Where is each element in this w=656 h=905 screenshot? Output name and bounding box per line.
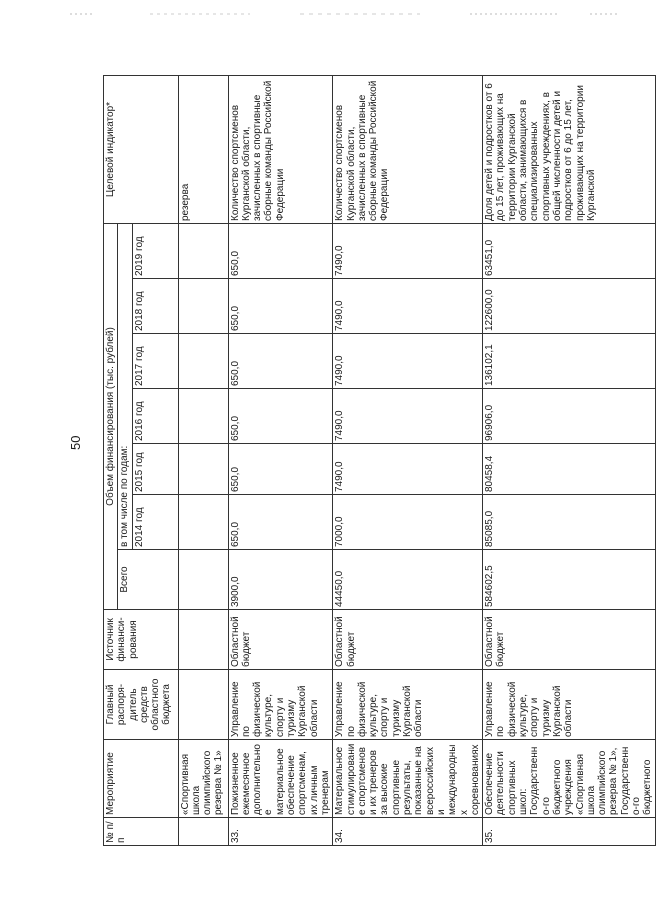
cell-indicator: Количество спортсменов Курганской области, зачисленных в спортивные сборные команды Российской Федерации [333,76,483,224]
cell-indicator: резерва [178,76,228,224]
cell-indicator: Количество спортсменов Курганской области, зачисленных в спортивные сборные команды Российской Федерации [228,76,333,224]
table-row [483,76,655,846]
cell-activity: Материальное стимулирование спортсменов и их тренеров за высокие спортивные результаты, показанные на всероссийских и международных соревнованиях [333,740,483,818]
rotated-table-wrapper [103,76,654,846]
cell-total: 3900,0 [228,550,333,610]
cell-total: 584602,5 [483,550,655,610]
cell-year: 85085,0 [483,495,655,550]
cell-year: 7490,0 [333,279,483,334]
cell-year: 650,0 [228,224,333,279]
cell-year: 650,0 [228,334,333,389]
header-source: Источник финанси-рования [104,610,179,670]
header-manager: Главный распоря-дитель средств областного бюджета [104,670,179,740]
cell-activity: «Спортивная школа олимпийского резерва № 1» [178,740,228,818]
cell-year: 7490,0 [333,444,483,495]
header-num: № п/п [104,818,179,846]
cell-activity: Пожизненное ежемесячное дополнительное материальное обеспечение спортсменам, их личным тренерам [228,740,333,818]
page-number: 50 [68,435,83,450]
cell-num: 35. [483,818,655,846]
header-year-2014: 2014 год [132,495,178,550]
cell-year: 650,0 [228,444,333,495]
cell-year: 63451,0 [483,224,655,279]
header-year-2019: 2019 год [132,224,178,279]
header-year-2017: 2017 год [132,334,178,389]
cell-source: Областной бюджет [483,610,655,670]
cell-manager: Управление по физической культуре, спорту и туризму Курганской области [483,670,655,740]
cell-year: 136102,1 [483,334,655,389]
table-row-continuation [178,76,228,846]
cell-year: 80458,4 [483,444,655,495]
table-row [333,76,483,846]
cell-year: 7490,0 [333,224,483,279]
cell-source: Областной бюджет [228,610,333,670]
header-activity: Мероприятие [104,740,179,818]
cell-source: Областной бюджет [333,610,483,670]
cell-year: 122600,0 [483,279,655,334]
cell-num: 34. [333,818,483,846]
header-funding: Объем финансирования (тыс. рублей) [104,224,118,610]
cell-total: 44450,0 [333,550,483,610]
cell-num: 33. [228,818,333,846]
header-year-2015: 2015 год [132,444,178,495]
header-by-years: в том числе по годам: [118,224,132,550]
cell-manager: Управление по физической культуре, спорту и туризму Курганской области [333,670,483,740]
cell-activity: Обеспечение деятельности спортивных школ: Государственно-го бюджетного учреждения «Спортивная школа олимпийского резерва № 1», Государственно-го бюджетного [483,740,655,818]
cell-year: 650,0 [228,389,333,444]
cell-year: 7490,0 [333,334,483,389]
cell-indicator: Доля детей и подростков от 6 до 15 лет, проживающих на территории Курганской области, занимающихся в специализированных спортивных учреждениях, в общей численности детей и подростков от 6 до 15 лет, проживающих на территории Курганской [483,76,655,224]
cell-manager: Управление по физической культуре, спорту и туризму Курганской области [228,670,333,740]
table-row [228,76,333,846]
cell-year: 650,0 [228,279,333,334]
cell-year: 650,0 [228,495,333,550]
cell-year: 96906,0 [483,389,655,444]
header-indicator: Целевой индикатор* [104,76,179,224]
cell-year: 7490,0 [333,389,483,444]
header-year-2018: 2018 год [132,279,178,334]
funding-table [103,75,656,846]
header-year-2016: 2016 год [132,389,178,444]
header-total: Всего [118,550,178,610]
cell-year: 7000,0 [333,495,483,550]
scan-marks [0,4,640,10]
